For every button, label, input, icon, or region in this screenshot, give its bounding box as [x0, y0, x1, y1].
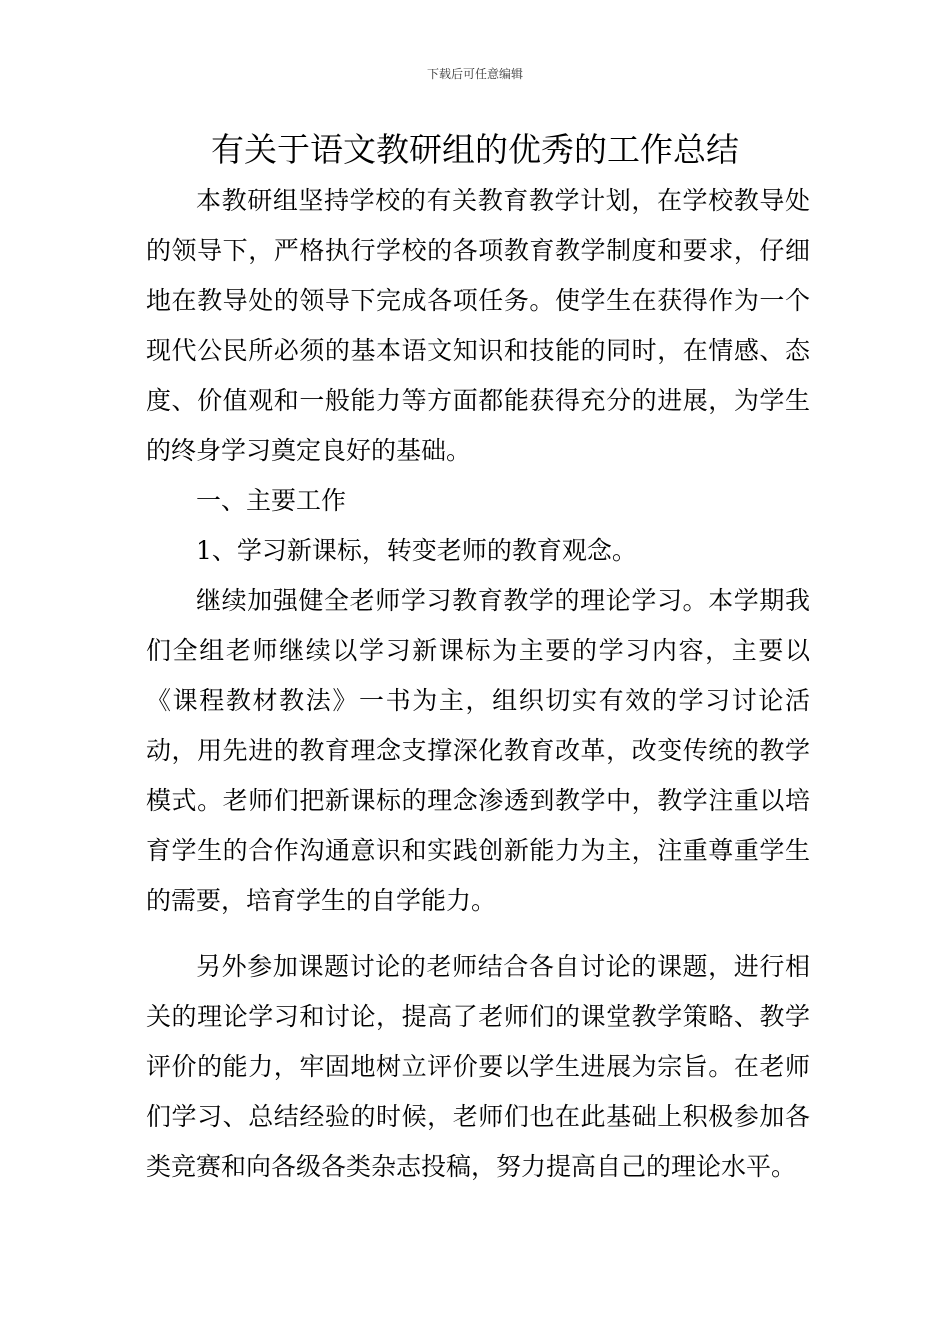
subsection-heading: 1、学习新课标，转变老师的教育观念。	[196, 536, 637, 565]
section-heading: 一、主要工作	[196, 486, 347, 515]
document-title: 有关于语文教研组的优秀的工作总结	[211, 130, 739, 169]
document-body	[146, 176, 810, 1192]
paragraph-intro: 本教研组坚持学校的有关教育教学计划，在学校教导处的领导下，严格执行学校的各项教育教学制度和要求，仔细地在教导处的领导下完成各项任务。使学生在获得作为一个现代公民所必须的基本语文知识和技能的同时，在情感、态度、价值观和一般能力等方面都能获得充分的进展，为学生的终身学习奠定良好的基础。	[146, 186, 810, 465]
header-note: 下载后可任意编辑	[426, 67, 523, 81]
paragraph-research: 另外参加课题讨论的老师结合各自讨论的课题，进行相关的理论学习和讨论，提高了老师们的课堂教学策略、教学评价的能力，牢固地树立评价要以学生进展为宗旨。在老师们学习、总结经验的时候，老师们也在此基础上积极参加各类竞赛和向各级各类杂志投稿，努力提高自己的理论水平。	[146, 952, 810, 1181]
paragraph-theory-study: 继续加强健全老师学习教育教学的理论学习。本学期我们全组老师继续以学习新课标为主要的学习内容，主要以《课程教材教法》一书为主，组织切实有效的学习讨论活动，用先进的教育理念支撑深化教育改革，改变传统的教学模式。老师们把新课标的理念渗透到教学中，教学注重以培育学生的合作沟通意识和实践创新能力为主，注重尊重学生的需要，培育学生的自学能力。	[146, 586, 810, 915]
